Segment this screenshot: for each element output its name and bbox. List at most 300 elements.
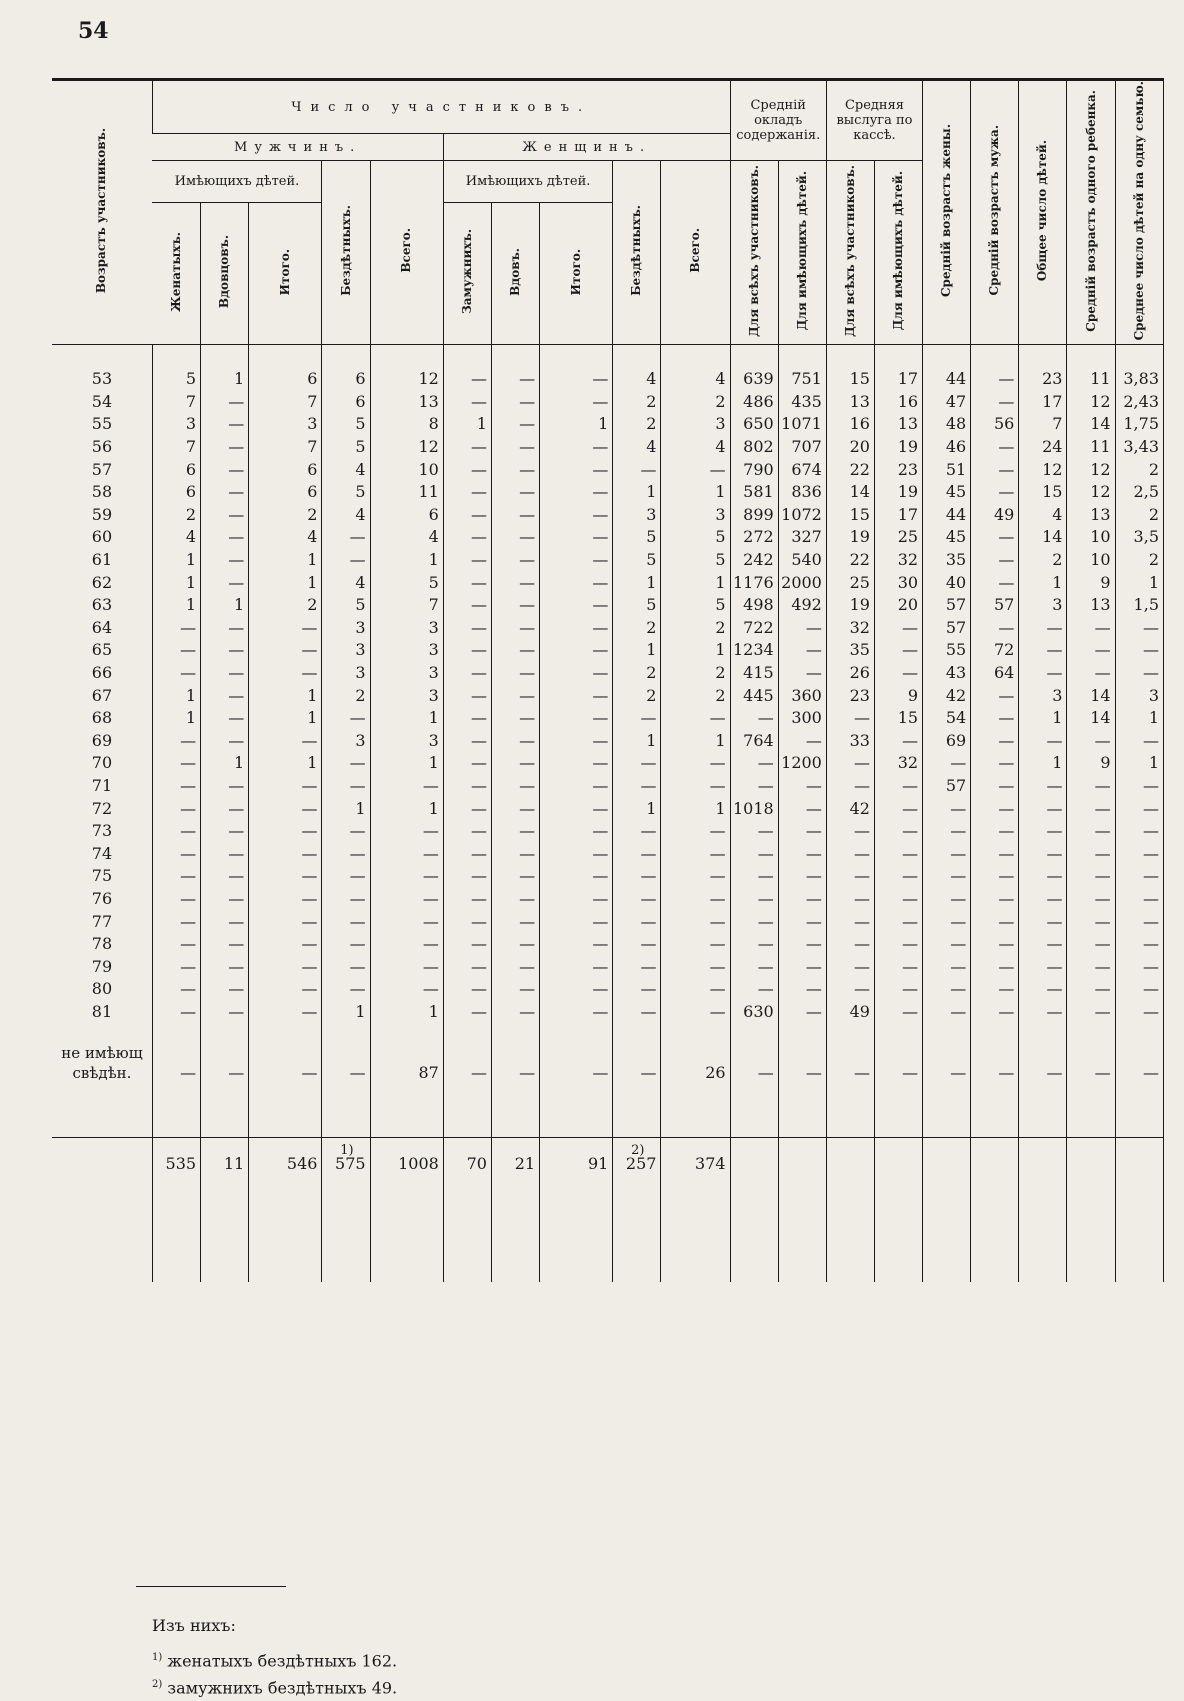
value-cell: 581 — [730, 481, 778, 504]
value-cell: 2 — [613, 413, 661, 436]
value-cell: — — [730, 1023, 778, 1085]
value-cell: 1 — [152, 549, 200, 572]
spacer-row — [52, 345, 1164, 368]
wife-age-header: Среднiй возрастъ жены. — [923, 80, 971, 345]
age-cell: 61 — [91, 550, 113, 570]
value-cell: 2 — [249, 594, 322, 617]
value-cell: — — [322, 775, 370, 798]
value-cell: — — [201, 481, 249, 504]
total-cell — [613, 1138, 661, 1191]
value-cell: 1 — [201, 752, 249, 775]
value-cell: — — [201, 955, 249, 978]
value-cell: 5 — [322, 481, 370, 504]
value-cell: 17 — [874, 504, 922, 527]
value-cell: — — [1067, 865, 1115, 888]
value-cell: — — [971, 1001, 1019, 1024]
value-cell: — — [249, 775, 322, 798]
value-cell: — — [443, 594, 491, 617]
value-cell: — — [201, 842, 249, 865]
value-cell: 1 — [613, 639, 661, 662]
total-cell — [201, 1138, 249, 1191]
empty-cell — [826, 1138, 874, 1191]
value-cell: — — [443, 617, 491, 640]
value-cell: — — [1115, 797, 1163, 820]
value-cell: — — [1067, 730, 1115, 753]
value-cell: — — [249, 797, 322, 820]
value-cell: — — [778, 820, 826, 843]
table-row — [52, 775, 1164, 798]
value-cell: — — [443, 391, 491, 414]
empty-cell — [971, 1085, 1019, 1138]
value-cell: 360 — [778, 684, 826, 707]
value-cell: — — [1115, 1001, 1163, 1024]
value-cell: 55 — [923, 639, 971, 662]
value-cell: 13 — [874, 413, 922, 436]
age-cell: 62 — [91, 572, 113, 592]
table-row — [52, 662, 1164, 685]
table-row — [52, 617, 1164, 640]
value-cell: — — [491, 707, 539, 730]
value-cell: 6 — [249, 458, 322, 481]
participants-header: Число участниковъ. — [152, 80, 730, 134]
value-cell: 19 — [826, 594, 874, 617]
age-cell: 73 — [91, 821, 113, 841]
salary-with-children-header: Для имѣющихъ дѣтей. — [778, 161, 826, 345]
value-cell: — — [971, 391, 1019, 414]
value-cell: — — [923, 888, 971, 911]
value-cell: — — [1067, 842, 1115, 865]
salary-all-header: Для всѣхъ участниковъ. — [730, 161, 778, 345]
value-cell: 1 — [249, 571, 322, 594]
table-row — [52, 865, 1164, 888]
value-cell: 10 — [1067, 549, 1115, 572]
value-cell: 3 — [370, 639, 443, 662]
value-cell: — — [201, 1023, 249, 1085]
value-cell: 722 — [730, 617, 778, 640]
value-cell: 1 — [1019, 707, 1067, 730]
value-cell: — — [1019, 933, 1067, 956]
empty-cell — [322, 1085, 370, 1138]
value-cell: 11 — [1067, 436, 1115, 459]
table-row — [52, 820, 1164, 843]
age-cell: 58 — [91, 482, 113, 502]
table-row — [52, 1001, 1164, 1024]
value-cell: — — [971, 571, 1019, 594]
value-cell: — — [1019, 617, 1067, 640]
age-cell: 80 — [91, 979, 113, 999]
value-cell: — — [491, 504, 539, 527]
age-cell: 68 — [91, 708, 113, 728]
value-cell: — — [443, 549, 491, 572]
value-cell: 44 — [923, 504, 971, 527]
value-cell: 5 — [613, 549, 661, 572]
value-cell: — — [923, 933, 971, 956]
value-cell: — — [923, 1001, 971, 1024]
value-cell: 4 — [661, 368, 730, 391]
value-cell: 1 — [152, 707, 200, 730]
value-cell: — — [923, 1023, 971, 1085]
value-cell: 1234 — [730, 639, 778, 662]
value-cell: — — [152, 978, 200, 1001]
age-cell: 63 — [91, 595, 113, 615]
value-cell: — — [778, 888, 826, 911]
value-cell: — — [826, 752, 874, 775]
value-cell: — — [540, 368, 613, 391]
table-row — [52, 910, 1164, 933]
men-header: Мужчинъ. — [152, 134, 443, 161]
empty-cell — [923, 1138, 971, 1191]
value-cell: — — [249, 1023, 322, 1085]
value-cell: 7 — [152, 436, 200, 459]
value-cell: — — [661, 458, 730, 481]
value-cell: 35 — [826, 639, 874, 662]
value-cell: — — [249, 617, 322, 640]
empty-cell — [1019, 1085, 1067, 1138]
value-cell: 5 — [613, 594, 661, 617]
value-cell: — — [613, 458, 661, 481]
value-cell: 445 — [730, 684, 778, 707]
value-cell: 19 — [826, 526, 874, 549]
value-cell: 43 — [923, 662, 971, 685]
value-cell: — — [778, 639, 826, 662]
value-cell: — — [874, 797, 922, 820]
value-cell: — — [152, 617, 200, 640]
value-cell: 1 — [201, 368, 249, 391]
value-cell: — — [201, 617, 249, 640]
table-row — [52, 504, 1164, 527]
value-cell: — — [826, 707, 874, 730]
footnote-item: $^{2)}$ замужнихъ бездѣтныхъ 49. — [152, 1678, 398, 1698]
value-cell: — — [491, 571, 539, 594]
value-cell: 9 — [1067, 571, 1115, 594]
empty-cell — [778, 1085, 826, 1138]
value-cell: — — [201, 797, 249, 820]
value-cell: — — [1067, 617, 1115, 640]
value-cell: — — [540, 955, 613, 978]
value-cell: 15 — [874, 707, 922, 730]
men-married-header: Женатыхъ. — [152, 203, 200, 345]
women-subtotal-header: Итого. — [540, 203, 613, 345]
value-cell: 6 — [152, 458, 200, 481]
value-cell: — — [1115, 910, 1163, 933]
value-cell: 5 — [370, 571, 443, 594]
value-cell: 1 — [201, 594, 249, 617]
value-cell: — — [1067, 978, 1115, 1001]
value-cell: — — [540, 910, 613, 933]
value-cell: — — [1115, 639, 1163, 662]
value-cell: — — [152, 865, 200, 888]
value-cell: — — [874, 955, 922, 978]
value-cell: 7 — [152, 391, 200, 414]
value-cell: — — [491, 368, 539, 391]
value-cell: 1 — [661, 797, 730, 820]
value-cell: — — [971, 842, 1019, 865]
value-cell: — — [1019, 910, 1067, 933]
value-cell: 1,5 — [1115, 594, 1163, 617]
value-cell: 14 — [1019, 526, 1067, 549]
empty-cell — [826, 1085, 874, 1138]
empty-cell — [540, 1190, 613, 1282]
value-cell: 327 — [778, 526, 826, 549]
value-cell: — — [826, 842, 874, 865]
empty-cell — [730, 1190, 778, 1282]
empty-cell — [1067, 1190, 1115, 1282]
value-cell: — — [443, 526, 491, 549]
age-cell: 59 — [91, 504, 113, 524]
value-cell: — — [540, 458, 613, 481]
value-cell: 42 — [923, 684, 971, 707]
women-total-header: Всего. — [661, 161, 730, 345]
total-cell — [152, 1138, 200, 1191]
value-cell: — — [971, 526, 1019, 549]
value-cell: — — [874, 888, 922, 911]
value-cell: 13 — [826, 391, 874, 414]
value-cell: 9 — [874, 684, 922, 707]
value-cell: — — [443, 775, 491, 798]
value-cell: — — [1067, 820, 1115, 843]
value-cell: 32 — [874, 549, 922, 572]
total-value: 21 — [514, 1154, 536, 1174]
value-cell: — — [540, 662, 613, 685]
value-cell: — — [540, 684, 613, 707]
value-cell: — — [540, 797, 613, 820]
value-cell: — — [152, 955, 200, 978]
value-cell: 6 — [322, 391, 370, 414]
value-cell: 3,5 — [1115, 526, 1163, 549]
value-cell: — — [874, 910, 922, 933]
value-cell: — — [1115, 888, 1163, 911]
value-cell: 4 — [370, 526, 443, 549]
value-cell: — — [1067, 1001, 1115, 1024]
value-cell: 7 — [370, 594, 443, 617]
value-cell: — — [1115, 1023, 1163, 1085]
table-row — [52, 933, 1164, 956]
value-cell: — — [613, 888, 661, 911]
value-cell: — — [491, 436, 539, 459]
value-cell: — — [778, 955, 826, 978]
value-cell: 1 — [540, 413, 613, 436]
value-cell: — — [370, 842, 443, 865]
value-cell: — — [730, 820, 778, 843]
value-cell: 3 — [1115, 684, 1163, 707]
value-cell: 1 — [661, 481, 730, 504]
value-cell: 630 — [730, 1001, 778, 1024]
value-cell: 33 — [826, 730, 874, 753]
value-cell: — — [443, 910, 491, 933]
value-cell: — — [370, 820, 443, 843]
value-cell: 2 — [613, 391, 661, 414]
value-cell: — — [1019, 888, 1067, 911]
value-cell: — — [443, 481, 491, 504]
value-cell: — — [249, 955, 322, 978]
table-row — [52, 526, 1164, 549]
value-cell: 242 — [730, 549, 778, 572]
value-cell: 1 — [613, 571, 661, 594]
statistics-table — [52, 78, 1164, 1282]
value-cell: — — [540, 1001, 613, 1024]
value-cell: — — [971, 775, 1019, 798]
value-cell: — — [1019, 842, 1067, 865]
value-cell: 1 — [249, 752, 322, 775]
service-all-header: Для всѣхъ участниковъ. — [826, 161, 874, 345]
value-cell: — — [249, 910, 322, 933]
value-cell: 2 — [1115, 458, 1163, 481]
empty-cell — [322, 1190, 370, 1282]
value-cell: 6 — [152, 481, 200, 504]
value-cell: — — [540, 504, 613, 527]
value-cell: 5 — [152, 368, 200, 391]
value-cell: 15 — [826, 368, 874, 391]
value-cell: 1 — [1019, 571, 1067, 594]
value-cell: — — [1019, 775, 1067, 798]
value-cell: — — [491, 888, 539, 911]
value-cell: — — [874, 865, 922, 888]
value-cell: 26 — [826, 662, 874, 685]
value-cell: — — [201, 571, 249, 594]
value-cell: 87 — [370, 1023, 443, 1085]
value-cell: 1071 — [778, 413, 826, 436]
value-cell: 1 — [322, 797, 370, 820]
age-cell: 69 — [91, 730, 113, 750]
value-cell: 3,83 — [1115, 368, 1163, 391]
value-cell: — — [1067, 797, 1115, 820]
value-cell: — — [1115, 775, 1163, 798]
value-cell: — — [1019, 1001, 1067, 1024]
value-cell: 3 — [613, 504, 661, 527]
value-cell: 4 — [322, 571, 370, 594]
value-cell: — — [152, 662, 200, 685]
value-cell: — — [971, 978, 1019, 1001]
empty-cell — [1115, 1190, 1163, 1282]
value-cell: 57 — [923, 775, 971, 798]
total-value: 11 — [223, 1154, 245, 1174]
value-cell: — — [1067, 910, 1115, 933]
value-cell: — — [491, 684, 539, 707]
value-cell: — — [201, 865, 249, 888]
value-cell: — — [443, 662, 491, 685]
value-cell: — — [322, 549, 370, 572]
value-cell: 2 — [249, 504, 322, 527]
empty-cell — [730, 1085, 778, 1138]
value-cell: — — [540, 571, 613, 594]
value-cell: — — [491, 865, 539, 888]
value-cell: — — [540, 775, 613, 798]
table-row — [52, 707, 1164, 730]
empty-cell — [730, 1138, 778, 1191]
age-column-header: Возрастъ участниковъ. — [52, 80, 152, 345]
value-cell: 751 — [778, 368, 826, 391]
value-cell: — — [923, 820, 971, 843]
value-cell: — — [370, 955, 443, 978]
value-cell: 1018 — [730, 797, 778, 820]
value-cell: — — [322, 820, 370, 843]
value-cell: 51 — [923, 458, 971, 481]
value-cell: 1 — [370, 797, 443, 820]
value-cell: — — [249, 865, 322, 888]
table-row — [52, 955, 1164, 978]
total-cell — [540, 1138, 613, 1191]
age-cell: 57 — [91, 459, 113, 479]
value-cell: 2 — [613, 617, 661, 640]
value-cell: 42 — [826, 797, 874, 820]
value-cell: — — [491, 481, 539, 504]
table-row — [52, 978, 1164, 1001]
value-cell: — — [778, 842, 826, 865]
table-row — [52, 797, 1164, 820]
empty-cell — [874, 1138, 922, 1191]
value-cell: 5 — [322, 413, 370, 436]
value-cell: — — [874, 933, 922, 956]
value-cell: — — [778, 775, 826, 798]
value-cell: — — [1019, 797, 1067, 820]
value-cell: — — [201, 933, 249, 956]
age-cell: 79 — [91, 956, 113, 976]
value-cell: — — [370, 775, 443, 798]
footnote-divider — [136, 1586, 286, 1587]
empty-cell — [370, 1190, 443, 1282]
value-cell: — — [923, 955, 971, 978]
value-cell: 1 — [661, 571, 730, 594]
value-cell: — — [971, 436, 1019, 459]
value-cell: — — [971, 549, 1019, 572]
value-cell: — — [491, 978, 539, 1001]
total-value: 374 — [695, 1154, 726, 1174]
empty-cell — [971, 1138, 1019, 1191]
value-cell: — — [491, 797, 539, 820]
empty-cell — [152, 1085, 200, 1138]
value-cell: — — [249, 933, 322, 956]
value-cell: — — [1067, 933, 1115, 956]
value-cell: 32 — [826, 617, 874, 640]
empty-cell — [661, 1085, 730, 1138]
total-cell — [249, 1138, 322, 1191]
value-cell: 1 — [152, 594, 200, 617]
value-cell: — — [443, 639, 491, 662]
value-cell: 4 — [1019, 504, 1067, 527]
value-cell: — — [661, 752, 730, 775]
total-value: 91 — [587, 1154, 609, 1174]
empty-cell — [1067, 1085, 1115, 1138]
value-cell: — — [1067, 955, 1115, 978]
value-cell: — — [152, 752, 200, 775]
value-cell: 899 — [730, 504, 778, 527]
value-cell: — — [370, 978, 443, 1001]
empty-cell — [491, 1190, 539, 1282]
value-cell: 3 — [322, 617, 370, 640]
value-cell: — — [322, 842, 370, 865]
value-cell: — — [923, 910, 971, 933]
value-cell: — — [491, 662, 539, 685]
value-cell: — — [661, 1001, 730, 1024]
total-value: 257 — [625, 1154, 657, 1174]
value-cell: — — [778, 933, 826, 956]
value-cell: — — [443, 955, 491, 978]
footnote-intro: Изъ нихъ: — [152, 1616, 236, 1635]
table-row — [52, 458, 1164, 481]
value-cell: — — [1019, 730, 1067, 753]
value-cell: — — [491, 413, 539, 436]
age-cell: 56 — [91, 437, 113, 457]
value-cell: — — [540, 594, 613, 617]
value-cell: — — [491, 820, 539, 843]
value-cell: — — [661, 910, 730, 933]
value-cell: 3,43 — [1115, 436, 1163, 459]
value-cell: — — [201, 978, 249, 1001]
empty-cell — [778, 1190, 826, 1282]
table-row — [52, 368, 1164, 391]
age-cell: 67 — [91, 685, 113, 705]
value-cell: — — [540, 978, 613, 1001]
